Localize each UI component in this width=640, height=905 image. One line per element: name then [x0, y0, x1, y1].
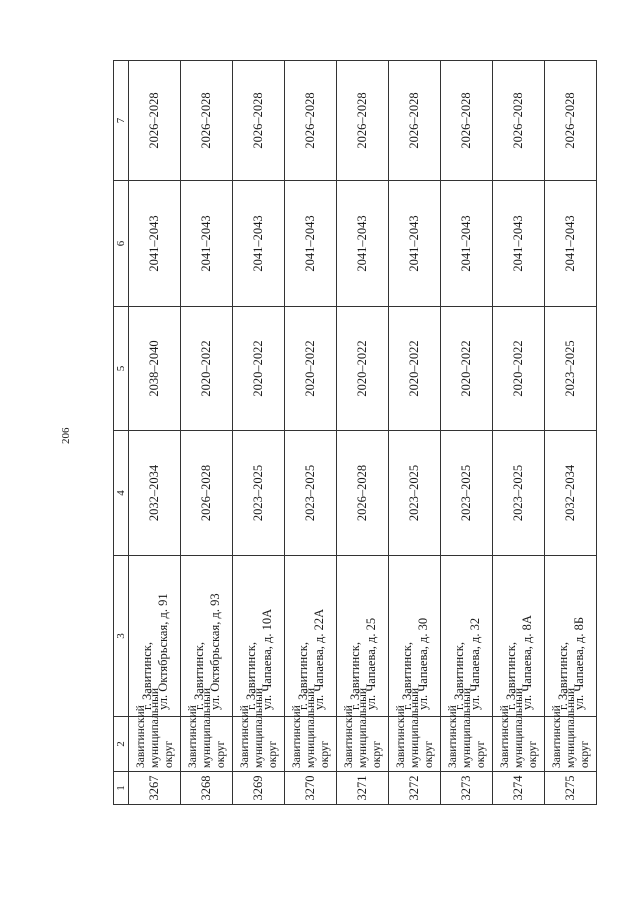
period-cell — [337, 181, 389, 307]
address-cell-line: ул. Чапаева, д. 30 — [415, 617, 430, 710]
schedule-table — [113, 60, 597, 805]
period-cell-line: 2023–2025 — [511, 464, 525, 522]
municipality-cell-line: муниципальный — [252, 687, 265, 768]
address-cell-line: г. Завитинск, — [139, 642, 154, 710]
period-cell — [285, 61, 337, 181]
period-cell-line: 2026–2028 — [251, 92, 265, 149]
period-cell-line: 2041–2043 — [407, 215, 421, 272]
row-number-line: 3270 — [303, 775, 317, 801]
table-row — [285, 61, 337, 805]
municipality-cell-line: Завитинский — [342, 705, 355, 768]
period-cell-line: 2023–2025 — [563, 340, 577, 397]
municipality-cell-line: Завитинский — [238, 705, 251, 768]
municipality-cell — [337, 687, 389, 772]
period-cell — [441, 307, 493, 431]
municipality-cell — [493, 687, 545, 772]
period-cell-line: 2041–2043 — [563, 215, 577, 272]
row-number-line: 3267 — [147, 775, 161, 801]
address-cell-line: ул. Чапаева, д. 10А — [259, 608, 274, 710]
period-cell — [337, 61, 389, 181]
municipality-cell-line: муниципальный — [408, 687, 421, 768]
period-cell — [129, 307, 181, 431]
address-cell — [493, 556, 545, 717]
row-number-line: 3274 — [511, 775, 525, 801]
municipality-cell-line: муниципальный — [148, 687, 161, 768]
table-row — [441, 61, 493, 805]
municipality-cell-line: округ — [526, 740, 539, 768]
period-cell-line: 2020–2022 — [459, 340, 473, 397]
municipality-cell-line: округ — [370, 740, 383, 768]
municipality-cell-line: округ — [162, 740, 175, 768]
municipality-cell-line: муниципальный — [460, 687, 473, 768]
header-cell: 4 — [114, 431, 129, 556]
period-cell-line: 2041–2043 — [355, 215, 369, 272]
municipality-cell — [389, 687, 441, 772]
period-cell — [233, 181, 285, 307]
row-number — [337, 772, 389, 805]
address-cell-line: г. Завитинск, — [503, 642, 518, 710]
period-cell — [181, 61, 233, 181]
period-cell-line: 2041–2043 — [147, 215, 161, 272]
row-number-line: 3268 — [199, 775, 213, 801]
table-row — [233, 61, 285, 805]
period-cell-line: 2041–2043 — [251, 215, 265, 272]
row-number — [389, 772, 441, 805]
row-number — [285, 772, 337, 805]
period-cell — [285, 181, 337, 307]
address-cell-line: ул. Чапаева, д. 8Б — [571, 616, 586, 710]
period-cell — [389, 307, 441, 431]
period-cell-line: 2026–2028 — [459, 92, 473, 149]
municipality-cell-line: Завитинский — [498, 705, 511, 768]
period-cell — [181, 307, 233, 431]
table-row — [181, 61, 233, 805]
address-cell-line: г. Завитинск, — [191, 642, 206, 710]
row-number — [181, 772, 233, 805]
period-cell-line: 2023–2025 — [459, 464, 473, 522]
address-cell — [389, 556, 441, 717]
address-cell-line: ул. Чапаева, д. 8А — [519, 615, 534, 710]
period-cell — [129, 431, 181, 556]
period-cell-line: 2026–2028 — [355, 464, 369, 522]
municipality-cell-line: округ — [474, 740, 487, 768]
municipality-cell-line: Завитинский — [134, 705, 147, 768]
address-cell — [337, 556, 389, 717]
period-cell — [129, 181, 181, 307]
address-cell — [545, 556, 597, 717]
municipality-cell-line: округ — [266, 740, 279, 768]
period-cell-line: 2041–2043 — [511, 215, 525, 272]
municipality-cell-line: Завитинский — [446, 705, 459, 768]
municipality-cell — [181, 687, 233, 772]
period-cell — [337, 307, 389, 431]
row-number — [441, 772, 493, 805]
row-number — [493, 772, 545, 805]
municipality-cell-line: муниципальный — [200, 687, 213, 768]
municipality-cell-line: муниципальный — [564, 687, 577, 768]
period-cell — [441, 61, 493, 181]
header-row — [114, 61, 129, 805]
address-cell — [285, 556, 337, 717]
table-row — [129, 61, 181, 805]
header-cell: 1 — [114, 772, 129, 805]
row-number-line: 3272 — [407, 775, 421, 801]
period-cell-line: 2032–2034 — [147, 464, 161, 522]
address-cell-line: ул. Октябрьская, д. 93 — [207, 593, 222, 710]
address-cell-line: г. Завитинск, — [295, 642, 310, 710]
municipality-cell-line: муниципальный — [512, 687, 525, 768]
period-cell-line: 2026–2028 — [303, 92, 317, 149]
period-cell-line: 2020–2022 — [251, 340, 265, 397]
address-cell-line: ул. Чапаева, д. 22А — [311, 608, 326, 710]
period-cell-line: 2026–2028 — [355, 92, 369, 149]
period-cell-line: 2020–2022 — [407, 340, 421, 397]
row-number-line: 3273 — [459, 775, 473, 801]
table-row — [493, 61, 545, 805]
municipality-cell-line: округ — [578, 740, 591, 768]
period-cell — [493, 61, 545, 181]
table-row — [389, 61, 441, 805]
period-cell — [545, 431, 597, 556]
municipality-cell-line: Завитинский — [290, 705, 303, 768]
address-cell — [233, 556, 285, 717]
rotated-table-wrapper — [113, 60, 597, 805]
period-cell-line: 2023–2025 — [407, 464, 421, 522]
address-cell-line: г. Завитинск, — [399, 642, 414, 710]
period-cell-line: 2023–2025 — [303, 464, 317, 522]
address-cell — [181, 556, 233, 717]
header-cell: 6 — [114, 181, 129, 307]
period-cell-line: 2032–2034 — [563, 464, 577, 522]
municipality-cell-line: округ — [318, 740, 331, 768]
period-cell-line: 2041–2043 — [459, 215, 473, 272]
period-cell — [441, 431, 493, 556]
period-cell-line: 2041–2043 — [199, 215, 213, 272]
period-cell — [441, 181, 493, 307]
period-cell-line: 2020–2022 — [199, 340, 213, 397]
address-cell-line: ул. Октябрьская, д. 91 — [155, 593, 170, 710]
municipality-cell — [129, 687, 181, 772]
period-cell — [493, 181, 545, 307]
period-cell — [233, 61, 285, 181]
row-number-line: 3271 — [355, 775, 369, 801]
period-cell — [545, 181, 597, 307]
address-cell-line: г. Завитинск, — [243, 642, 258, 710]
municipality-cell-line: муниципальный — [356, 687, 369, 768]
table-row — [545, 61, 597, 805]
period-cell — [337, 431, 389, 556]
period-cell — [545, 61, 597, 181]
address-cell-line: г. Завитинск, — [347, 642, 362, 710]
table-row — [337, 61, 389, 805]
period-cell-line: 2026–2028 — [563, 92, 577, 149]
period-cell-line: 2026–2028 — [199, 92, 213, 149]
municipality-cell-line: округ — [214, 740, 227, 768]
period-cell-line: 2020–2022 — [355, 340, 369, 397]
municipality-cell-line: Завитинский — [186, 705, 199, 768]
municipality-cell — [233, 687, 285, 772]
address-cell — [441, 556, 493, 717]
header-cell: 2 — [114, 717, 129, 772]
municipality-cell — [545, 687, 597, 772]
period-cell — [233, 307, 285, 431]
address-cell-line: ул. Чапаева, д. 25 — [363, 617, 378, 710]
period-cell — [545, 307, 597, 431]
period-cell-line: 2023–2025 — [251, 464, 265, 522]
period-cell — [285, 307, 337, 431]
address-cell-line: г. Завитинск, — [451, 642, 466, 710]
page-number: 206 — [60, 427, 72, 444]
period-cell — [181, 431, 233, 556]
period-cell-line: 2026–2028 — [511, 92, 525, 149]
row-number — [545, 772, 597, 805]
row-number-line: 3269 — [251, 775, 265, 801]
period-cell-line: 2041–2043 — [303, 215, 317, 272]
period-cell-line: 2020–2022 — [511, 340, 525, 397]
row-number — [129, 772, 181, 805]
municipality-cell-line: Завитинский — [394, 705, 407, 768]
municipality-cell-line: Завитинский — [550, 705, 563, 768]
row-number-line: 3275 — [563, 775, 577, 801]
period-cell — [129, 61, 181, 181]
address-cell — [129, 556, 181, 717]
period-cell — [389, 431, 441, 556]
municipality-cell — [285, 687, 337, 772]
address-cell-line: г. Завитинск, — [555, 642, 570, 710]
period-cell — [285, 431, 337, 556]
row-number — [233, 772, 285, 805]
address-cell-line: ул. Чапаева, д. 32 — [467, 617, 482, 710]
municipality-cell — [441, 687, 493, 772]
municipality-cell-line: муниципальный — [304, 687, 317, 768]
period-cell — [233, 431, 285, 556]
period-cell — [181, 181, 233, 307]
period-cell — [389, 61, 441, 181]
period-cell — [493, 431, 545, 556]
period-cell-line: 2038–2040 — [147, 340, 161, 397]
period-cell-line: 2026–2028 — [147, 92, 161, 149]
period-cell-line: 2026–2028 — [199, 464, 213, 522]
period-cell — [389, 181, 441, 307]
municipality-cell-line: округ — [422, 740, 435, 768]
period-cell — [493, 307, 545, 431]
header-cell: 7 — [114, 61, 129, 181]
period-cell-line: 2020–2022 — [303, 340, 317, 397]
header-cell: 5 — [114, 307, 129, 431]
period-cell-line: 2026–2028 — [407, 92, 421, 149]
header-cell: 3 — [114, 556, 129, 717]
